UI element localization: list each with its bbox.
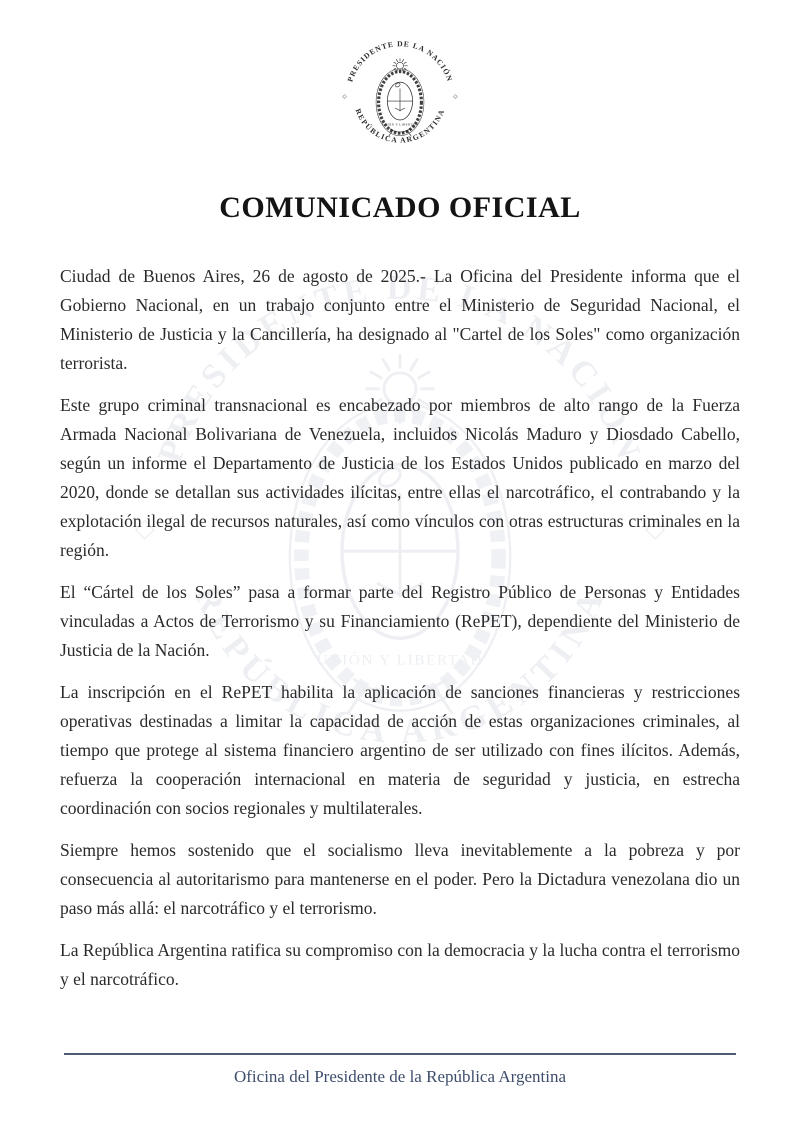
body-paragraph: El “Cártel de los Soles” pasa a formar parte del Registro Público de Personas y Entidades vinculadas a Actos de Terrorismo y su Financiamiento (RePET), dependiente del Ministerio de Justicia de la Nación. (60, 582, 740, 660)
footer-divider (64, 1053, 736, 1087)
body-paragraph: Ciudad de Buenos Aires, 26 de agosto de 2025.- La Oficina del Presidente informa que el Gobierno Nacional, en un trabajo conjunto entre el Ministerio de Seguridad Nacional, el Ministerio de Justicia y la Cancillería, ha designado al "Cartel de los Soles" como organización terrorista. (60, 266, 740, 373)
header-seal-container (0, 0, 800, 164)
body-paragraph: La República Argentina ratifica su compromiso con la democracia y la lucha contra el terrorismo y el narcotráfico. (60, 940, 740, 989)
body-paragraph: Este grupo criminal transnacional es encabezado por miembros de alto rango de la Fuerza Armada Nacional Bolivariana de Venezuela, incluidos Nicolás Maduro y Diosdado Cabello, según un informe el Departamento de Justicia de los Estados Unidos publicado en marzo del 2020, donde se detallan sus actividades ilícitas, entre ellas el narcotráfico, el contrabando y la explotación ilegal de recursos naturales, así como vínculos con otras estructuras criminales en la región. (60, 395, 740, 560)
body-paragraph: La inscripción en el RePET habilita la aplicación de sanciones financieras y restricciones operativas destinadas a limitar la capacidad de acción de estas organizaciones criminales, al tiempo que protege al sistema financiero argentino de ser utilizado con fines ilícitos. Además, refuerza la cooperación internacional en materia de seguridad y justicia, en estrecha coordinación con socios regionales y multilaterales. (60, 682, 740, 818)
body-paragraph: Siempre hemos sostenido que el socialismo lleva inevitablemente a la pobreza y por consecuencia al autoritarismo para mantenerse en el poder. Pero la Dictadura venezolana dio un paso más allá: el narcotráfico y el terrorismo. (60, 840, 740, 918)
footer-text: Oficina del Presidente de la República Argentina (233, 1067, 567, 1086)
page-title: COMUNICADO OFICIAL (219, 191, 581, 224)
presidential-seal-icon (337, 33, 463, 159)
communique-body (60, 262, 740, 994)
